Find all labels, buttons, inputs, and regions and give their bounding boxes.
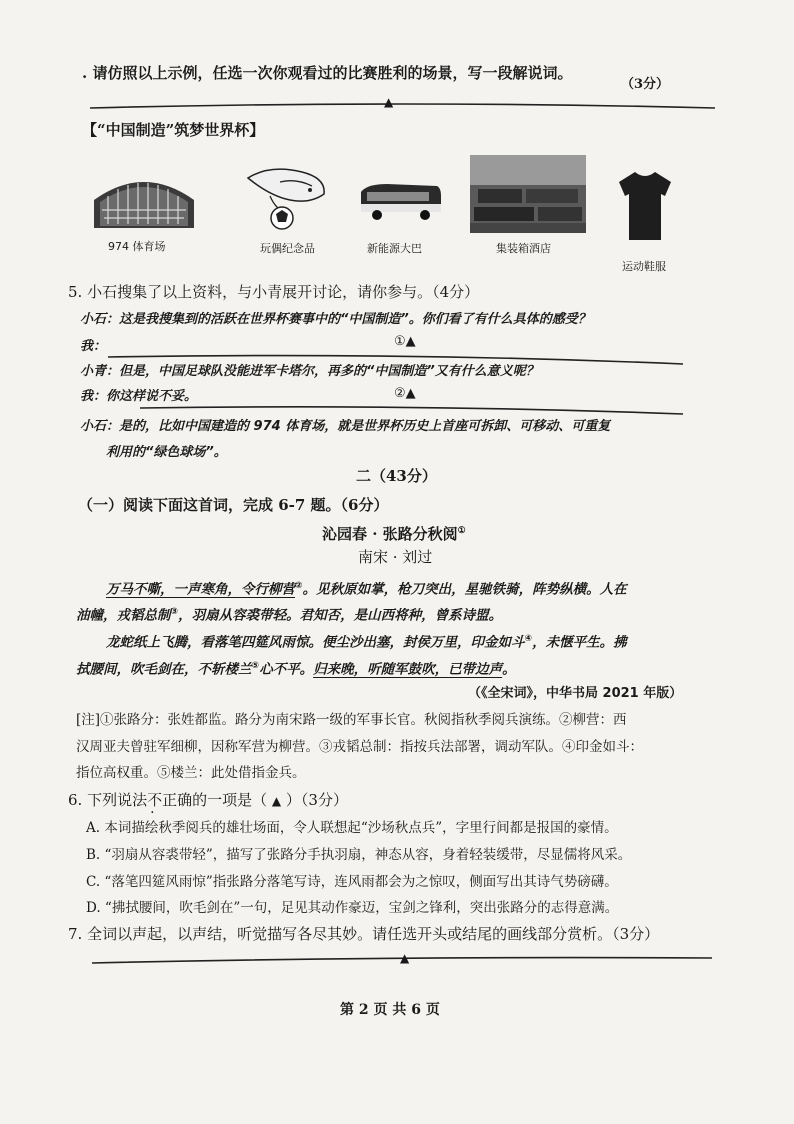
q6-answer-marker: ▲: [271, 794, 282, 808]
answer-line-q4: [90, 104, 715, 108]
q6-option-d: D. “拂拭腰间，吹毛剑在”一句，足见其动作豪迈，宝剑之锋利，突出张路分的志得意满。: [86, 900, 619, 916]
mascot-photo-icon: [240, 160, 332, 232]
q5-dialogue-5a: 小石：是的，比如中国建造的 974 体育场，就是世界杯历史上首座可拆卸、可移动、可重复: [80, 419, 611, 434]
poem-title: 沁园春 · 张路分秋阅①: [322, 525, 466, 543]
caption-stadium: 974 体育场: [108, 240, 166, 253]
q5-dialogue-4: 我：你这样说不妥。: [80, 389, 198, 404]
page-footer: 第 2 页 共 6 页: [340, 1002, 440, 1018]
notes-line-2: 汉周亚夫曾驻军细柳，因称军营为柳营。③戎韬总制：指按兵法部署，调动军队。④印金如斗：: [76, 739, 643, 755]
q6-option-c: C. “落笔四筵风雨惊”指张路分落笔写诗，连风雨都会为之惊叹，侧面写出其诗气势磅礴。: [86, 874, 618, 890]
q7-stem: 7. 全词以声起，以声结，听觉描写各尽其妙。请任选开头或结尾的画线部分赏析。（3分）: [68, 925, 660, 943]
poem-source: （《全宋词》，中华书局 2021 年版）: [468, 686, 683, 701]
caption-bus: 新能源大巴: [367, 242, 422, 255]
stadium-photo-icon: [90, 166, 198, 232]
notes-line-3: 指位高权重。⑤楼兰：此处借指金兵。: [76, 765, 306, 781]
jersey-photo-icon: [617, 170, 673, 242]
q5-dialogue-5b: 利用的“绿色球场”。: [106, 445, 227, 460]
caption-jersey: 运动鞋服: [622, 260, 666, 273]
section2-title: 二（43分）: [356, 467, 437, 485]
poem-line-2: 油幢，戎韬总制③，羽扇从容裘带轻。君知否，是山西将种，曾系诗盟。: [76, 607, 503, 624]
poem-line-1: 万马不嘶，一声寒角，令行柳营②。见秋原如掌，枪刀突出，星驰铁骑，阵势纵横。人在: [106, 581, 627, 598]
bus-photo-icon: [357, 178, 443, 224]
section2-intro: （一）阅读下面这首词，完成 6-7 题。（6分）: [78, 496, 389, 514]
poem-line-3: 龙蛇纸上飞腾，看落笔四筵风雨惊。便尘沙出塞，封侯万里，印金如斗④，未惬平生。拂: [106, 634, 627, 651]
q6-option-a: A. 本词描绘秋季阅兵的雄壮场面，令人联想起“沙场秋点兵”，字里行间都是报国的豪情。: [86, 820, 618, 836]
q5-dialogue-1: 小石：这是我搜集到的活跃在世界杯赛事中的“中国制造”。你们看了有什么具体的感受？: [80, 312, 591, 327]
q4-answer-marker: ▲: [384, 95, 394, 109]
q4-score: （3分）: [621, 77, 670, 92]
q4-prompt: . 请仿照以上示例，任选一次你观看过的比赛胜利的场景，写一段解说词。: [82, 64, 573, 82]
caption-container-hotel: 集装箱酒店: [496, 242, 551, 255]
material-title: 【“中国制造”筑梦世界杯】: [82, 121, 265, 139]
q5-me-speaker: 我：: [80, 339, 107, 354]
answer-line-q5-2: [140, 407, 683, 414]
caption-mascot: 玩偶纪念品: [260, 242, 315, 255]
notes-line-1: [注]①张路分：张姓都监。路分为南宋路一级的军事长官。秋阅指秋季阅兵演练。②柳营：西: [76, 712, 627, 728]
q6-stem: 6. 下列说法不正确的一项是（ ▲ ）（3分）: [68, 791, 348, 809]
q5-blank-1: ①▲: [394, 334, 416, 349]
q5-dialogue-3: 小青：但是，中国足球队没能进军卡塔尔，再多的“中国制造”又有什么意义呢？: [80, 364, 539, 379]
poem-author: 南宋 · 刘过: [358, 548, 433, 566]
q5-blank-2: ②▲: [394, 386, 416, 401]
q5-stem: 5. 小石搜集了以上资料，与小青展开讨论，请你参与。（4分）: [68, 283, 480, 301]
container-hotel-photo-icon: [470, 155, 586, 233]
q6-option-b: B. “羽扇从容裘带轻”，描写了张路分手执羽扇，神态从容，身着轻装缓带，尽显儒将风采。: [86, 847, 632, 863]
q7-answer-marker: ▲: [400, 951, 410, 965]
poem-line-4: 拭腰间，吹毛剑在，不斩楼兰⑤心不平。归来晚，听随军鼓吹，已带边声。: [76, 661, 516, 678]
